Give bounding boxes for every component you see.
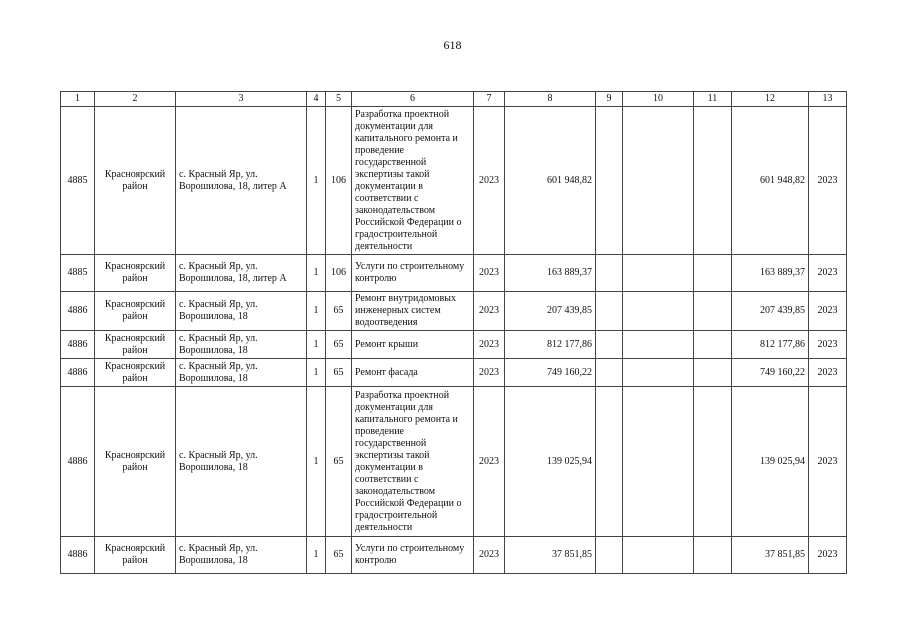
cell-total: 812 177,86 bbox=[732, 331, 809, 359]
cell-row-number: 4885 bbox=[61, 255, 95, 292]
cell-row-number: 4886 bbox=[61, 387, 95, 537]
cell-row-number: 4886 bbox=[61, 537, 95, 574]
cell-col-10 bbox=[623, 292, 694, 331]
cell-col-11 bbox=[694, 292, 732, 331]
cell-district: Красноярский район bbox=[95, 537, 176, 574]
cell-district: Красноярский район bbox=[95, 107, 176, 255]
cell-col-11 bbox=[694, 107, 732, 255]
cell-district: Красноярский район bbox=[95, 255, 176, 292]
cell-cost: 601 948,82 bbox=[505, 107, 596, 255]
column-header-row bbox=[61, 92, 847, 107]
table-row bbox=[61, 537, 847, 574]
cell-year: 2023 bbox=[474, 292, 505, 331]
cell-col-10 bbox=[623, 359, 694, 387]
cell-total: 207 439,85 bbox=[732, 292, 809, 331]
cell-total: 601 948,82 bbox=[732, 107, 809, 255]
cell-total: 139 025,94 bbox=[732, 387, 809, 537]
cell-address: с. Красный Яр, ул. Ворошилова, 18 bbox=[176, 292, 307, 331]
cell-work-type: Ремонт внутридомовых инженерных систем водоотведения bbox=[352, 292, 474, 331]
cell-col-4: 1 bbox=[307, 331, 326, 359]
cell-col-10 bbox=[623, 107, 694, 255]
cell-year: 2023 bbox=[474, 331, 505, 359]
cell-col-5: 106 bbox=[326, 255, 352, 292]
cell-col-5: 65 bbox=[326, 292, 352, 331]
cell-row-number: 4886 bbox=[61, 331, 95, 359]
table-row bbox=[61, 359, 847, 387]
cell-district: Красноярский район bbox=[95, 331, 176, 359]
cell-district: Красноярский район bbox=[95, 292, 176, 331]
cell-col-4: 1 bbox=[307, 387, 326, 537]
cell-col-4: 1 bbox=[307, 537, 326, 574]
cell-row-number: 4886 bbox=[61, 292, 95, 331]
cell-col-9 bbox=[596, 292, 623, 331]
cell-year: 2023 bbox=[474, 359, 505, 387]
table-row bbox=[61, 387, 847, 537]
cell-cost: 749 160,22 bbox=[505, 359, 596, 387]
cell-col-10 bbox=[623, 255, 694, 292]
cell-col-4: 1 bbox=[307, 292, 326, 331]
cell-year: 2023 bbox=[474, 107, 505, 255]
cell-col-9 bbox=[596, 255, 623, 292]
cell-col-5: 106 bbox=[326, 107, 352, 255]
column-header: 2 bbox=[95, 92, 176, 107]
cell-total: 163 889,37 bbox=[732, 255, 809, 292]
cell-col-10 bbox=[623, 537, 694, 574]
cell-year: 2023 bbox=[474, 537, 505, 574]
cell-col-5: 65 bbox=[326, 387, 352, 537]
column-header: 3 bbox=[176, 92, 307, 107]
cell-year: 2023 bbox=[474, 387, 505, 537]
column-header: 10 bbox=[623, 92, 694, 107]
column-header: 1 bbox=[61, 92, 95, 107]
cell-cost: 139 025,94 bbox=[505, 387, 596, 537]
cell-col-9 bbox=[596, 537, 623, 574]
cell-col-9 bbox=[596, 387, 623, 537]
cell-address: с. Красный Яр, ул. Ворошилова, 18 bbox=[176, 537, 307, 574]
cell-row-number: 4885 bbox=[61, 107, 95, 255]
cell-col-11 bbox=[694, 255, 732, 292]
column-header: 7 bbox=[474, 92, 505, 107]
table-row bbox=[61, 292, 847, 331]
column-header: 9 bbox=[596, 92, 623, 107]
cell-end-year: 2023 bbox=[809, 292, 847, 331]
cell-address: с. Красный Яр, ул. Ворошилова, 18, литер А bbox=[176, 255, 307, 292]
cell-cost: 37 851,85 bbox=[505, 537, 596, 574]
cell-work-type: Услуги по строительному контролю bbox=[352, 537, 474, 574]
cell-address: с. Красный Яр, ул. Ворошилова, 18 bbox=[176, 387, 307, 537]
cell-col-5: 65 bbox=[326, 537, 352, 574]
cell-col-11 bbox=[694, 387, 732, 537]
cell-address: с. Красный Яр, ул. Ворошилова, 18, литер А bbox=[176, 107, 307, 255]
cell-col-11 bbox=[694, 537, 732, 574]
cell-col-5: 65 bbox=[326, 331, 352, 359]
cell-col-5: 65 bbox=[326, 359, 352, 387]
cell-total: 749 160,22 bbox=[732, 359, 809, 387]
cell-col-11 bbox=[694, 331, 732, 359]
cell-end-year: 2023 bbox=[809, 537, 847, 574]
cell-cost: 207 439,85 bbox=[505, 292, 596, 331]
table-row bbox=[61, 255, 847, 292]
cell-address: с. Красный Яр, ул. Ворошилова, 18 bbox=[176, 359, 307, 387]
cell-district: Красноярский район bbox=[95, 387, 176, 537]
cell-end-year: 2023 bbox=[809, 359, 847, 387]
cell-total: 37 851,85 bbox=[732, 537, 809, 574]
cell-col-10 bbox=[623, 387, 694, 537]
cell-work-type: Разработка проектной документации для капитального ремонта и проведение государственной экспертизы такой документации в соответствии с законодательством Российской Федерации о градостроительной деятельности bbox=[352, 107, 474, 255]
cell-col-9 bbox=[596, 107, 623, 255]
cell-work-type: Услуги по строительному контролю bbox=[352, 255, 474, 292]
cell-col-9 bbox=[596, 331, 623, 359]
cell-work-type: Разработка проектной документации для капитального ремонта и проведение государственной экспертизы такой документации в соответствии с законодательством Российской Федерации о градостроительной деятельности bbox=[352, 387, 474, 537]
cell-end-year: 2023 bbox=[809, 387, 847, 537]
column-header: 13 bbox=[809, 92, 847, 107]
column-header: 5 bbox=[326, 92, 352, 107]
cell-col-4: 1 bbox=[307, 107, 326, 255]
column-header: 8 bbox=[505, 92, 596, 107]
cell-col-10 bbox=[623, 331, 694, 359]
cell-col-9 bbox=[596, 359, 623, 387]
cell-district: Красноярский район bbox=[95, 359, 176, 387]
cell-col-11 bbox=[694, 359, 732, 387]
cell-work-type: Ремонт фасада bbox=[352, 359, 474, 387]
page-number: 618 bbox=[443, 38, 462, 52]
cell-row-number: 4886 bbox=[61, 359, 95, 387]
table-row bbox=[61, 107, 847, 255]
cell-address: с. Красный Яр, ул. Ворошилова, 18 bbox=[176, 331, 307, 359]
cell-col-4: 1 bbox=[307, 255, 326, 292]
table-row bbox=[61, 331, 847, 359]
cell-year: 2023 bbox=[474, 255, 505, 292]
cell-cost: 812 177,86 bbox=[505, 331, 596, 359]
column-header: 6 bbox=[352, 92, 474, 107]
cell-col-4: 1 bbox=[307, 359, 326, 387]
cell-work-type: Ремонт крыши bbox=[352, 331, 474, 359]
column-header: 11 bbox=[694, 92, 732, 107]
cell-end-year: 2023 bbox=[809, 107, 847, 255]
cell-end-year: 2023 bbox=[809, 255, 847, 292]
column-header: 12 bbox=[732, 92, 809, 107]
cell-cost: 163 889,37 bbox=[505, 255, 596, 292]
cell-end-year: 2023 bbox=[809, 331, 847, 359]
program-table bbox=[60, 91, 847, 574]
column-header: 4 bbox=[307, 92, 326, 107]
